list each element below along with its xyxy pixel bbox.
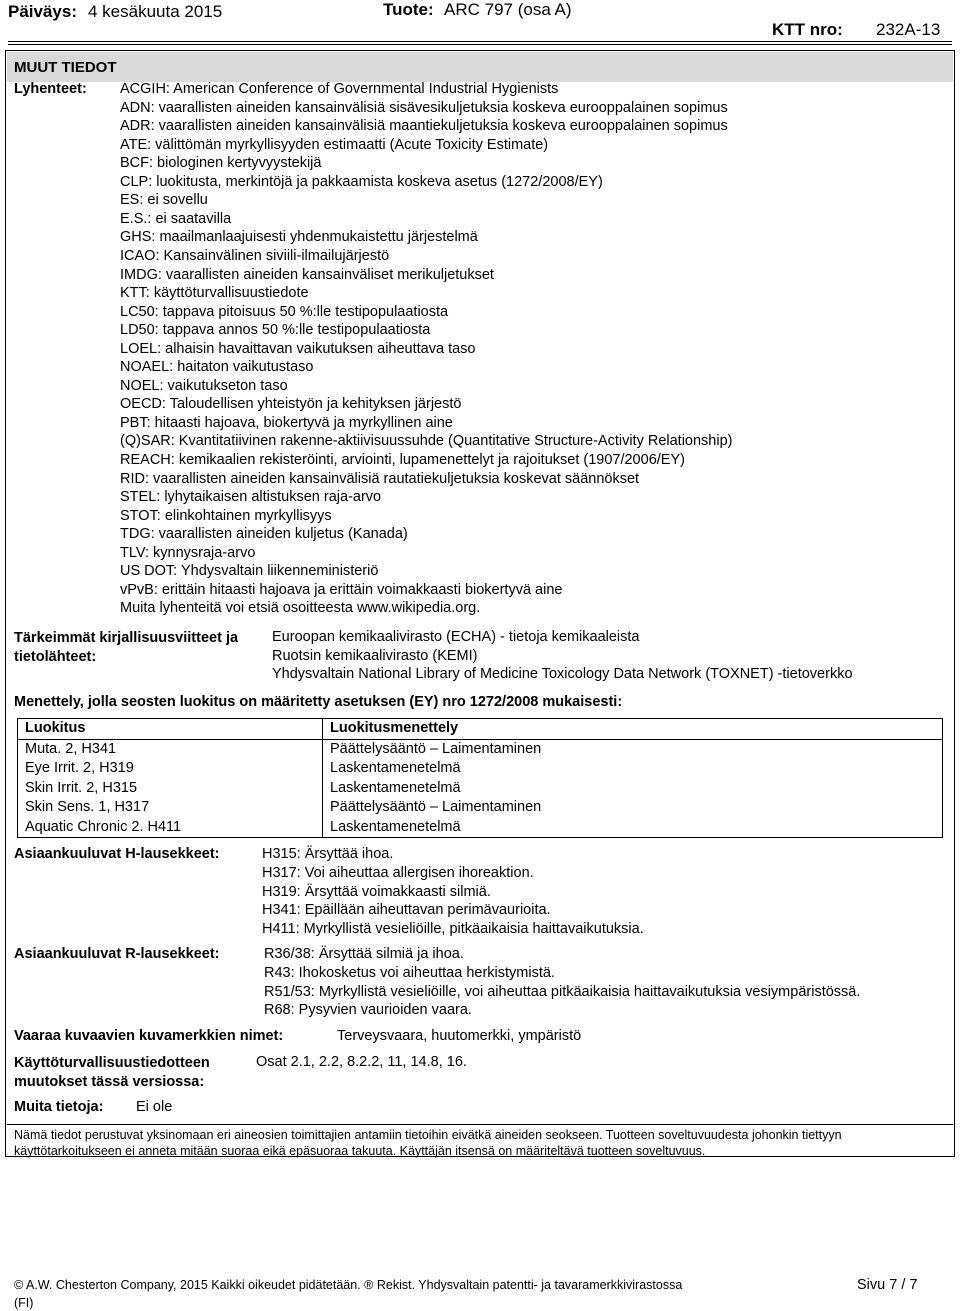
other-info-label: Muita tietoja:	[14, 1099, 104, 1115]
sds-number-label: KTT nro:	[772, 20, 843, 39]
abbreviation-item: STOT: elinkohtainen myrkyllisyys	[120, 507, 332, 524]
classification-cell: Skin Sens. 1, H317	[18, 798, 323, 818]
r-statement-item: R36/38: Ärsyttää silmiä ja ihoa.	[264, 946, 464, 962]
date-value: 4 kesäkuuta 2015	[88, 2, 223, 21]
abbreviation-item: Muita lyhenteitä voi etsiä osoitteesta www.wikipedia.org.	[120, 600, 481, 617]
reference-item: Euroopan kemikaalivirasto (ECHA) - tietoja kemikaaleista	[272, 629, 640, 645]
abbreviation-item: TLV: kynnysraja-arvo	[120, 544, 256, 561]
abbreviation-item: NOAEL: haitaton vaikutustaso	[120, 359, 314, 376]
classification-cell: Aquatic Chronic 2. H411	[18, 818, 323, 838]
table-row	[18, 779, 943, 799]
classification-cell: Eye Irrit. 2, H319	[18, 759, 323, 779]
table-row	[18, 798, 943, 818]
abbreviation-item: NOEL: vaikutukseton taso	[120, 377, 288, 394]
h-statement-item: H315: Ärsyttää ihoa.	[262, 846, 394, 862]
abbreviation-item: ATE: välittömän myrkyllisyyden estimaatti (Acute Toxicity Estimate)	[120, 136, 549, 153]
abbreviation-item: IMDG: vaarallisten aineiden kansainväliset merikuljetukset	[120, 266, 494, 283]
disclaimer-text: Nämä tiedot perustuvat yksinomaan eri aineosien toimittajien antamiin tietoihin eivätkä aineiden seokseen. Tuotteen soveltuvuudesta johonkin tiettyyn käyttötarkoitukseen ei anneta mitään suoraa eikä epäsuoraa takuuta. Käyttäjän itsensä on määriteltävä tuotteen soveltuvuus.	[14, 1128, 842, 1158]
abbreviation-item: RID: vaarallisten aineiden kansainvälisiä rautatiekuljetuksia koskevat säännökset	[120, 470, 640, 487]
abbreviations-label: Lyhenteet:	[14, 81, 87, 97]
disclaimer-divider	[7, 1124, 953, 1125]
footer-language: (FI)	[14, 1296, 34, 1310]
reference-item: Yhdysvaltain National Library of Medicine Toxicology Data Network (TOXNET) -tietoverkko	[272, 666, 853, 682]
abbreviation-item: GHS: maailmanlaajuisesti yhdenmukaistettu järjestelmä	[120, 229, 478, 246]
reference-item: Ruotsin kemikaalivirasto (KEMI)	[272, 647, 478, 664]
date-label: Päiväys:	[8, 2, 77, 21]
table-row	[18, 759, 943, 779]
procedure-cell: Laskentamenetelmä	[323, 779, 943, 799]
h-statement-item: H341: Epäillään aiheuttavan perimävaurioita.	[262, 902, 551, 919]
abbreviation-item: STEL: lyhytaikaisen altistuksen raja-arvo	[120, 489, 382, 506]
abbreviation-item: (Q)SAR: Kvantitatiivinen rakenne-aktiivisuussuhde (Quantitative Structure-Activity Relationship)	[120, 433, 733, 450]
sds-changes-label: Käyttöturvallisuustiedotteen muutokset tässä versiossa:	[14, 1055, 210, 1090]
procedure-cell: Päättelysääntö – Laimentaminen	[323, 798, 943, 818]
procedure-cell: Laskentamenetelmä	[323, 818, 943, 838]
column-header-classification: Luokitus	[18, 719, 323, 740]
classification-cell: Muta. 2, H341	[18, 739, 323, 759]
classification-method-heading: Menettely, jolla seosten luokitus on määritetty asetuksen (EY) nro 1272/2008 mukaisesti:	[14, 694, 623, 710]
section-title-bar	[7, 52, 953, 82]
abbreviation-item: ADN: vaarallisten aineiden kansainvälisiä sisävesikuljetuksia koskeva eurooppalainen sopimus	[120, 99, 728, 116]
abbreviation-item: ES: ei sovellu	[120, 192, 208, 209]
abbreviation-item: TDG: vaarallisten aineiden kuljetus (Kanada)	[120, 526, 408, 543]
footer-page-number: Sivu 7 / 7	[857, 1277, 918, 1293]
abbreviation-item: KTT: käyttöturvallisuustiedote	[120, 285, 309, 302]
h-statement-item: H317: Voi aiheuttaa allergisen ihoreaktion.	[262, 864, 534, 881]
abbreviation-item: ICAO: Kansainvälinen siviili-ilmailujärjestö	[120, 247, 390, 264]
abbreviation-item: US DOT: Yhdysvaltain liikenneministeriö	[120, 563, 379, 580]
pictogram-names-label: Vaaraa kuvaavien kuvamerkkien nimet:	[14, 1028, 284, 1044]
classification-table	[17, 718, 943, 838]
h-statements-label: Asiaankuuluvat H-lausekkeet:	[14, 846, 220, 862]
abbreviation-item: LD50: tappava annos 50 %:lle testipopulaatiosta	[120, 322, 431, 339]
abbreviation-item: vPvB: erittäin hitaasti hajoava ja erittäin voimakkaasti biokertyvä aine	[120, 581, 563, 598]
r-statement-item: R43: Ihokosketus voi aiheuttaa herkistymistä.	[264, 964, 555, 981]
abbreviation-item: BCF: biologinen kertyvyystekijä	[120, 155, 322, 172]
abbreviation-item: E.S.: ei saatavilla	[120, 210, 232, 227]
footer-copyright: © A.W. Chesterton Company, 2015 Kaikki oikeudet pidätetään. ® Rekist. Yhdysvaltain patentti- ja tavaramerkkivirastossa	[14, 1278, 683, 1292]
r-statement-item: R51/53: Myrkyllistä vesieliöille, voi aiheuttaa pitkäaikaisia haittavaikutuksia vesiympäristössä.	[264, 983, 861, 1000]
other-info-value: Ei ole	[136, 1099, 173, 1115]
sds-changes-value: Osat 2.1, 2.2, 8.2.2, 11, 14.8, 16.	[256, 1054, 467, 1070]
abbreviation-item: ACGIH: American Conference of Governmental Industrial Hygienists	[120, 81, 559, 97]
abbreviation-item: LC50: tappava pitoisuus 50 %:lle testipopulaatiosta	[120, 303, 449, 320]
r-statements-label: Asiaankuuluvat R-lausekkeet:	[14, 946, 220, 962]
table-header-row	[18, 719, 943, 740]
column-header-procedure: Luokitusmenettely	[323, 719, 943, 740]
h-statement-item: H319: Ärsyttää voimakkaasti silmiä.	[262, 883, 491, 900]
header-rule	[8, 41, 952, 42]
classification-cell: Skin Irrit. 2, H315	[18, 779, 323, 799]
procedure-cell: Päättelysääntö – Laimentaminen	[323, 739, 943, 759]
sds-number-value: 232A-13	[876, 20, 941, 39]
section-title: MUUT TIEDOT	[14, 59, 117, 76]
abbreviation-item: REACH: kemikaalien rekisteröinti, arviointi, lupamenettelyt ja rajoitukset (1907/2006/EY)	[120, 452, 685, 468]
pictogram-names-value: Terveysvaara, huutomerkki, ympäristö	[337, 1028, 582, 1044]
procedure-cell: Laskentamenetelmä	[323, 759, 943, 779]
header-rule	[8, 44, 952, 45]
table-row	[18, 739, 943, 759]
product-label: Tuote:	[383, 0, 434, 19]
abbreviation-item: OECD: Taloudellisen yhteistyön ja kehityksen järjestö	[120, 396, 462, 413]
h-statement-item: H411: Myrkyllistä vesieliöille, pitkäaikaisia haittavaikutuksia.	[262, 921, 644, 938]
abbreviation-item: CLP: luokitusta, merkintöjä ja pakkaamista koskeva asetus (1272/2008/EY)	[120, 173, 603, 190]
abbreviation-item: LOEL: alhaisin havaittavan vaikutuksen aiheuttava taso	[120, 340, 476, 357]
abbreviation-item: ADR: vaarallisten aineiden kansainvälisiä maantiekuljetuksia koskeva eurooppalainen sopimus	[120, 118, 728, 135]
r-statement-item: R68: Pysyvien vaurioiden vaara.	[264, 1002, 472, 1019]
product-value: ARC 797 (osa A)	[444, 0, 572, 19]
references-label: Tärkeimmät kirjallisuusviitteet ja tietolähteet:	[14, 630, 239, 665]
abbreviation-item: PBT: hitaasti hajoava, biokertyvä ja myrkyllinen aine	[120, 414, 453, 431]
table-row	[18, 818, 943, 838]
